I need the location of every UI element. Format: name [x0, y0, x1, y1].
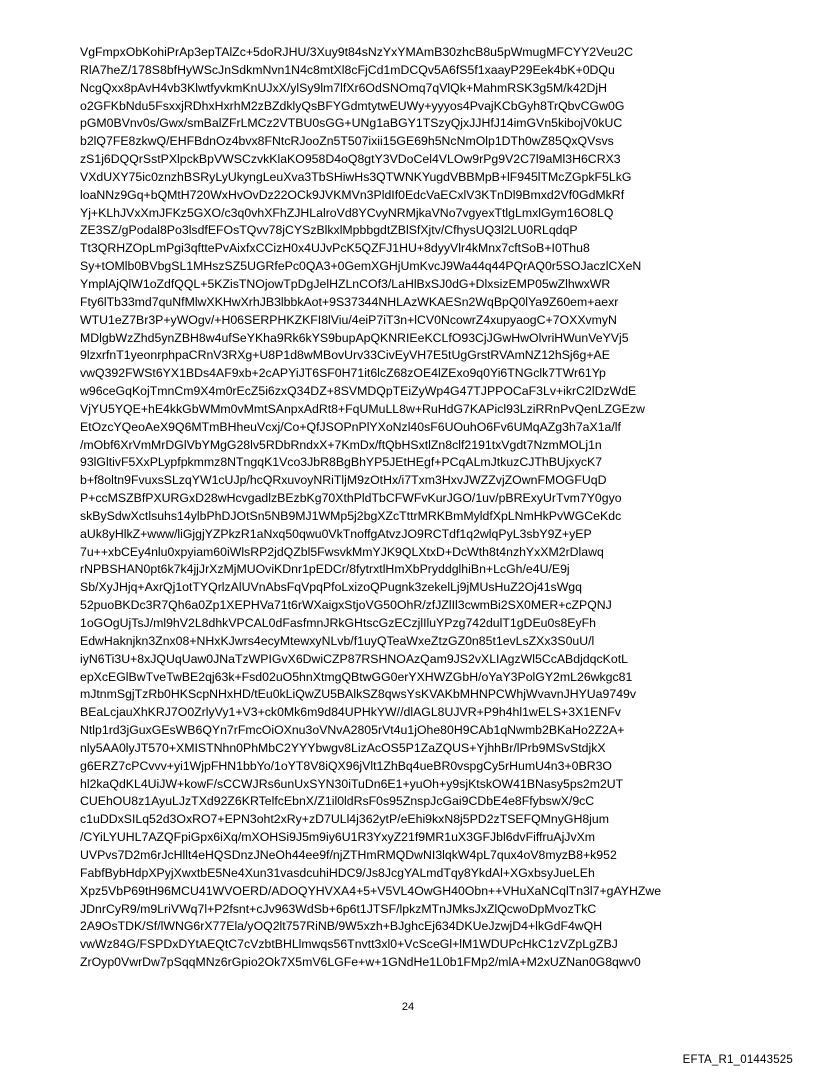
text-line: VgFmpxObKohiPrAp3epTAlZc+5doRJHU/3Xuy9t84sNzYxYMAmB30zhcB8u5pWmugMFCYY2Veu2C — [80, 45, 634, 59]
text-line: WTU1eZ7Br3P+yWOgv/+H06SERPHKZKFI8lViu/4eiP7iT3n+lCV0NcowrZ4xupyaogC+7OXXvmyN — [80, 312, 617, 327]
text-line: 9lzxrfnT1yeonrphpaCRnV3RXg+U8P1d8wMBovUrv33CivEyVH7E5tUgGrstRVAmNZ12hSj6g+AE — [80, 348, 610, 363]
text-line: MDlgbWzZhd5ynZBH8w4ufSeYKha9Rk6kYS9bupApQKNRIEeKCLfO93CjJGwHwOlvriHWunVeYVj5 — [80, 330, 629, 345]
text-line: vwQ392FWSt6YX1BDs4AF9xb+2cAPYiJT6SF0H71it6lcZ68zOE4lZExo9q0Yi6TNGclk7TWr61Yp — [80, 366, 606, 381]
text-line: b+f8oltn9FvuxsSLzqYW1cUJp/hcQRxuvoyNRiTljM9zOtHx/i7Txm3HxvJWZZvjZOwnFMOGFUqD — [80, 473, 607, 488]
text-line: ZrOyp0VwrDw7pSqqMNz6rGpio2Ok7X5mV6LGFe+w+1GNdHe1L0b1FMp2/mlA+M2xUZNan0G8qwv0 — [80, 955, 641, 970]
text-line: 1oGOgUjTsJ/ml9hV2L8dhkVPCAL0dFasfmnJRkGHtscGzECzjlIluYPzg742dulT1gDEu0s8EyFh — [80, 616, 597, 630]
text-line: YmplAjQlW1oZdfQQL+5KZisTNOjowTpDgJelHZLnCOf3/LaHlBxSJ0dG+DlxsizEMP05wZlhwxWR — [80, 276, 611, 291]
text-line: Sb/XyJHjq+AxrQj1otTYQrlzAlUVnAbsFqVpqPfoLxizoQPugnk3zekelLj9jMUsHuZ2Oj41sWgq — [80, 580, 582, 595]
text-line: b2lQ7FE8zkwQ/EHFBdnOz4bvx8FNtcRJooZn5T507ixii15GE69h5NcNmOlp1DTh0wZ85QxQVsvs — [80, 134, 614, 149]
text-line: epXcEGlBwTveTwBE2qj63k+Fsd02uO5hnXtmgQBtwGG0erYXHWZGbH/oYaY3PolGY2mL26wkgc81 — [80, 669, 633, 684]
text-line: aUk8yHlkZ+www/liGjgjYZPkzR1aNxq50qwu0VkTnoffgAtvzJO9RCTdf1q2wlqPyL3sbY9Z+yEP — [80, 526, 592, 541]
text-line: Fty6lTb33md7quNfMlwXKHwXrhJB3lbbkAot+9S37344NHLAzWKAESn2WqBpQ0lYa9Z60em+aexr — [80, 294, 619, 309]
text-line: pGM0BVnv0s/Gwx/smBalZFrLMCz2VTBU0sGG+UNg1aBGY1TSzyQjxJJHfJ14imGVn5kibojV0kUC — [80, 116, 623, 131]
text-line: BEaLcjauXhKRJ7O0ZrlyVy1+V3+ck0Mk6m9d84UPHkYW//dlAGL8UJVR+P9h4hl1wELS+3X1ENFv — [80, 705, 621, 720]
text-line: w96ceGqKojTmnCm9X4m0rEcZ5i6zxQ34DZ+8SVMDQpTEiZyWp4G47TJPPOCaF3Lv+ikrC2lDzWdE — [80, 384, 637, 399]
text-line: Xpz5VbP69tH96MCU41WVOERD/ADOQYHVXA4+5+V5VL4OwGH40Obn++VHuXaNCqlTn3l7+gAYHZwe — [80, 883, 662, 898]
text-line: mJtnmSgjTzRb0HKScpNHxHD/tEu0kLiQwZU5BAlkSZ8qwsYsKVAKbMHNPCWhjWvavnJHYUa9749v — [80, 687, 637, 702]
text-line: CUEhOU8z1AyuLJzTXd92Z6KRTelfcEbnX/Z1il0ldRsF0s95ZnspJcGai9CDbE4e8FfybswX/9cC — [80, 794, 595, 809]
text-line: skBySdwXctlsuhs14ylbPhDJOtSn5NB9MJ1WMp5j2bgXZcTttrMRKBmMyldfXpLNmHkPvWGCeKdc — [80, 508, 622, 523]
text-line: rNPBSHAN0pt6k7k4jjJrXzMjMUOviKDnr1pEDCr/8fytrxtlHmXbPryddglhiBn+LcGh/e4U/E9j — [80, 562, 570, 577]
text-line: VjYU5YQE+hE4kkGbWMm0vMmtSAnpxAdRt8+FqUMuLL8w+RuHdG7KAPicl93LziRRnPvQenLZGEzw — [80, 401, 645, 416]
text-line: ZE3SZ/gPodal8Po3lsdfEFOsTQvv78jCYSzBlkxlMpbbgdtZBlSfXjtv/CfhysUQ3l2LU0RLqdqP — [80, 223, 578, 238]
page-number: 24 — [401, 1001, 415, 1013]
text-line: VXdUXY75ic0znzhBSRyLyUkyngLeuXva3TbSHiwHs3QTWNKYugdVBBMpB+lF945lTMcZGpkF5LkG — [80, 169, 632, 184]
text-line: loaNNz9Gq+bQMtH720WxHvOvDz22OCk9JVKMVn3PldIf0EdcVaECxlV3KTnDl9Bmxd2Vf0GdMkRf — [80, 187, 625, 202]
text-line: 52puoBKDc3R7Qh6a0Zp1XEPHVa71t6rWXaigxStjoVG50OhR/zfJZlIl3cwmBi2SX0MER+cZPQNJ — [80, 598, 612, 613]
text-line: EtOzcYQeoAeX9Q6MTmBHheuVcxj/Co+QfJSOPnPlYXoNzl40sF6UOuhO6Fv6UMqAZg3h7aX1a/lf — [80, 419, 621, 434]
text-line: 2A9OsTDK/Sf/lWNG6rX77Ela/yOQ2lt757RiNB/9W5xzh+BJghcEj634DKUeJzwjD4+lkGdF4wQH — [80, 919, 603, 934]
text-line: EdwHaknjkn3Znx08+NHxKJwrs4ecyMtewxyNLvb/f1uyQTeaWxeZtzGZ0n85t1evLsZXx3S0uU/l — [80, 633, 595, 648]
text-line: Tt3QRHZOpLmPgi3qfttePvAixfxCCizH0x4UJvPcK5QZFJ1HU+8dyyVlr4kMnx7cftSoB+I0Thu8 — [80, 241, 590, 256]
encoded-text-block — [80, 44, 740, 972]
text-line: iyN6Ti3U+8xJQUqUaw0JNaTzWPIGvX6DwiCZP87RSHNOAzQam9JS2vXLIAgzWl5CcABdjdqcKotL — [80, 651, 628, 666]
text-line: JDnrCyR9/m9LriVWq7l+P2fsnt+cJv963WdSb+6p6t1JTSF/lpkzMTnJMksJxZlQcwoDpMvozTkC — [80, 901, 597, 916]
text-line: hl2kaQdKL4UiJW+kowF/sCCWJRs6unUxSYN30iTuDn6E1+yuOh+y9sjKtskOW41BNasy5ps2m2UT — [80, 776, 624, 791]
text-line: vwWz84G/FSPDxDYtAEQtC7cVzbtBHLlmwqs56Tnvtt3xl0+VcSceGl+lM1WDUPcHkC1zVZpLgZBJ — [80, 937, 618, 952]
text-line: UVPvs7D2m6rJcHllt4eHQSDnzJNeOh44ee9f/njZTHmRMQDwNI3lqkW4pL7qux4oV8myzB8+k952 — [80, 847, 617, 862]
text-line: Ntlp1rd3jGuxGEsWB6QYn7rFmcOiOXnu3oVNvA2805rVt4u1jOhe80H9CAb1qNwmb2BKaHo2Z2A+ — [80, 723, 625, 738]
text-line: o2GFKbNdu5FsxxjRDhxHxrhM2zBZdklyQsBFYGdmtytwEUWy+yyyos4PvajKCbGyh8TrQbvCGw0G — [80, 98, 625, 113]
text-line: 7u++xbCEy4nlu0xpyiam60iWlsRP2jdQZbl5FwsvkMmYJK9QLXtxD+DcWth8t4nzhYxXM2rDlawq — [80, 544, 604, 559]
text-line: nly5AA0lyJT570+XMISTNhn0PhMbC2YYYbwgv8LizAcOS5P1ZaZQUS+YjhhBr/lPrb9MSvStdjkX — [80, 740, 606, 755]
text-line: zS1j6DQQrSstPXlpckBpVWSCzvkKlaKO958D4oQ8gtY3VDoCel4VLOw9rPg9V2C7l9aMl3H6CRX3 — [80, 152, 621, 167]
text-line: g6ERZ7cPCvvv+yi1WjpFHN1bbYo/1oYT8V8iQX96jVlt1ZhBq4ueBR0vspgCy5rHumU4n3+0BR3O — [80, 758, 612, 773]
text-line: FabfBybHdpXPyjXwxtbE5Ne4Xun31vasdcuhiHDC9/Js8JcgYALmdTqy8YkdAl+XGxbsyJueLEh — [80, 865, 595, 880]
text-line: /CYiLYUHL7AZQFpiGpx6iXq/mXOHSi9J5m9iy6U1R3YxyZ21f9MR1uX3GFJbl6dvFiffruAjJvXm — [80, 830, 596, 845]
text-line: 93lGltivF5XxPLypfpkmmz8NTngqK1Vco3JbR8BgBhYP5JEtHEgf+PCqALmJtkuzCJThBUjxycK7 — [80, 455, 603, 470]
text-line: Yj+KLhJVxXmJFKz5GXO/c3q0vhXFhZJHLalroVd8YCvyNRMjkaVNo7vgyexTtlgLmxlGym16O8LQ — [80, 205, 614, 220]
document-id: EFTA_R1_01443525 — [682, 1054, 793, 1066]
text-line: c1uDDxSILq52d3OxRO7+EPN3oht2xRy+zD7ULl4j362ytP/eEhi9kxN8j5PD2zTSEFQMnyGH8jum — [80, 812, 610, 827]
text-line: RlA7heZ/178S8bfHyWScJnSdkmNvn1N4c8mtXl8cFjCd1mDCQv5A6fS5f1xaayP29Eek4bK+0DQu — [80, 62, 615, 77]
text-line: NcgQxx8pAvH4vb3KlwtfyvkmKnUJxX/ylSy9lm7lfXr6OdSNOmq7qVlQk+MahmRSK3g5M/k42DjH — [80, 80, 608, 95]
text-line: /mObf6XrVmMrDGlVbYMgG28lv5RDbRndxX+7KmDx/ftQbHSxtlZn8clf2191txVgdt7NzmMOLj1n — [80, 437, 602, 452]
text-line: Sy+tOMlb0BVbgSL1MHszSZ5UGRfePc0QA3+0GemXGHjUmKvcJ9Wa44q44PQrAQ0r5SOJaczlCXeN — [80, 259, 642, 274]
text-line: P+ccMSZBfPXURGxD28wHcvgadlzBEzbKg70XthPldTbCFWFvKurJGO/1uv/pBRExyUrTvm7Y0gyo — [80, 491, 622, 506]
